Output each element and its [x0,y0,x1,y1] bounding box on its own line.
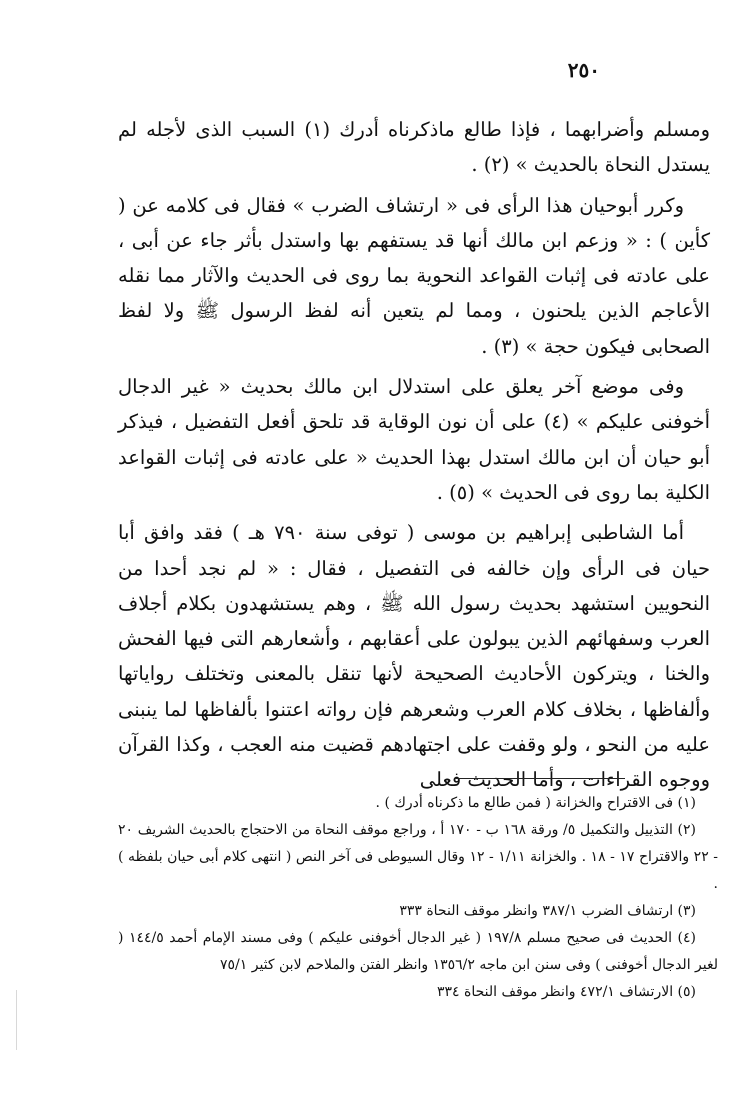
paragraph-4: أما الشاطبى إبراهيم بن موسى ( توفى سنة ٧٩٠ هـ ) فقد وافق أبا حيان فى الرأى وإن خالفه فى التفصيل ، فقال : « لم نجد أحدا من النحويين استشهد بحديث رسول الله ﷺ ، وهم يستشهدون بكلام أجلاف العرب وسفهائهم الذين يبولون على أعقابهم ، وأشعارهم التى فيها الفحش والخنا ، ويتركون الأحاديث الصحيحة لأنها تنقل بالمعنى وتختلف رواياتها وألفاظها ، بخلاف كلام العرب وشعرهم فإن رواته اعتنوا بألفاظها لما ينبنى عليه من النحو ، ولو وقفت على اجتهادهم قضيت منه العجب ، وكذا القرآن ووجوه القراءات ، وأما الحديث فعلى [118,521,710,792]
footnote-1: (١) فى الاقتراح والخزانة ( فمن طالع ما ذكرناه أدرك ) . [375,795,696,811]
footnotes [118,790,718,1006]
footnote-4: (٤) الحديث فى صحيح مسلم ١٩٧/٨ ( غير الدجال أخوفنى عليكم ) وفى مسند الإمام أحمد ١٤٤/٥ ( لغير الدجال أخوفنى ) وفى سنن ابن ماجه ١٣٥٦/٢ وانظر الفتن والملاحم لابن كثير ٧٥/١ [118,930,718,973]
footnote-5: (٥) الارتشاف ٤٧٢/١ وانظر موقف النحاة ٣٣٤ [436,984,696,1000]
paragraph-2: وكرر أبوحيان هذا الرأى فى « ارتشاف الضرب » فقال فى كلامه عن ( كأين ) : « وزعم ابن مالك أنها قد يستفهم بها واستدل بأثر جاء عن أبى ، على عادته فى إثبات القواعد النحوية بما روى فى الحديث والآثار مما نقله الأعاجم الذين يلحنون ، ومما لم يتعين أنه لفظ الرسول ﷺ ولا لفظ الصحابى فيكون حجة » (٣) . [118,193,710,358]
paragraph-1: ومسلم وأضرابهما ، فإذا طالع ماذكرناه أدرك (١) السبب الذى لأجله لم يستدل النحاة بالحديث » (٢) . [118,118,710,177]
footnote-separator [455,778,625,779]
main-text [118,112,710,798]
page-number: ٢٥٠ [567,58,600,82]
paragraph-3: وفى موضع آخر يعلق على استدلال ابن مالك بحديث « غير الدجال أخوفنى عليكم » (٤) على أن نون الوقاية قد تلحق أفعل التفضيل ، فيذكر أبو حيان أن ابن مالك استدل بهذا الحديث « على عادته فى إثبات القواعد الكلية بما روى فى الحديث » (٥) . [118,375,710,504]
footnote-2: (٢) التذييل والتكميل ٥/ ورقة ١٦٨ ب - ١٧٠ أ ، وراجع موقف النحاة من الاحتجاج بالحديث الشريف ٢٠ - ٢٢ والاقتراح ١٧ - ١٨ . والخزانة ١/١١ - ١٢ وقال السيوطى فى آخر النص ( انتهى كلام أبى حيان بلفظه ) . [118,822,718,892]
scan-edge-mark [16,990,17,1050]
footnote-3: (٣) ارتشاف الضرب ٣٨٧/١ وانظر موقف النحاة ٣٣٣ [399,903,696,919]
